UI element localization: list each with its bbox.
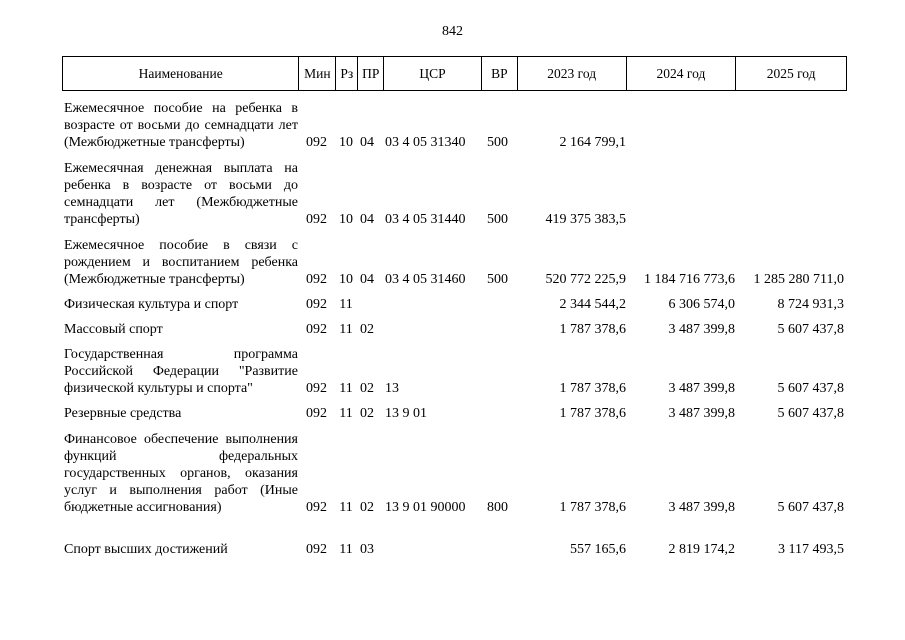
row-rz: 11 [339,381,353,396]
header-2023: 2023 год [517,57,626,90]
row-2025: 3 117 493,5 [778,542,844,557]
row-min: 092 [306,542,327,557]
row-rz: 10 [339,135,353,150]
row-2023: 520 772 225,9 [545,272,626,287]
table-row [62,160,847,228]
row-pr: 04 [360,135,374,150]
row-2023: 1 787 378,6 [559,406,626,421]
row-pr: 03 [360,542,374,557]
row-vr: 800 [487,500,508,515]
row-name: Финансовое обеспечение выполнения функций федеральных государственных органов, оказания услуг и выполнения работ (Иные бюджетные ассигнования) [64,432,298,515]
row-min: 092 [306,297,327,312]
header-rz: Рз [335,57,357,90]
row-2025: 5 607 437,8 [777,322,844,337]
page-number: 842 [442,24,463,39]
row-name: Спорт высших достижений [64,542,228,557]
row-2023: 1 787 378,6 [559,381,626,396]
row-2024: 3 487 399,8 [668,322,735,337]
row-csr: 13 9 01 [385,406,427,421]
row-rz: 11 [339,322,353,337]
row-2024: 3 487 399,8 [668,406,735,421]
row-min: 092 [306,500,327,515]
table-row [62,405,847,422]
row-2023: 2 164 799,1 [559,135,626,150]
header-pr: ПР [357,57,383,90]
table-header [62,56,847,91]
row-csr: 13 [385,381,399,396]
row-csr: 03 4 05 31440 [385,212,466,227]
row-csr: 03 4 05 31340 [385,135,466,150]
header-vr: ВР [481,57,517,90]
table-row [62,431,847,516]
row-min: 092 [306,322,327,337]
row-min: 092 [306,381,327,396]
header-2024: 2024 год [626,57,736,90]
row-2025: 5 607 437,8 [777,500,844,515]
header-min: Мин [298,57,335,90]
row-vr: 500 [487,212,508,227]
table-row [62,321,847,338]
row-2023: 1 787 378,6 [559,322,626,337]
header-2025: 2025 год [735,57,846,90]
table-row [62,100,847,151]
row-2023: 419 375 383,5 [545,212,626,227]
table-row [62,296,847,313]
row-name: Ежемесячное пособие на ребенка в возрасте от восьми до семнадцати лет (Межбюджетные трансферты) [64,101,298,150]
row-rz: 11 [339,297,353,312]
row-pr: 04 [360,212,374,227]
row-2024: 3 487 399,8 [668,381,735,396]
header-name: Наименование [138,65,223,81]
row-rz: 10 [339,212,353,227]
row-pr: 02 [360,322,374,337]
row-rz: 11 [339,542,353,557]
row-pr: 02 [360,381,374,396]
row-2024: 2 819 174,2 [668,542,735,557]
row-2024: 3 487 399,8 [668,500,735,515]
row-name: Ежемесячная денежная выплата на ребенка в возрасте от восьми до семнадцати лет (Межбюджетные трансферты) [64,161,298,227]
row-2023: 2 344 544,2 [559,297,626,312]
row-min: 092 [306,135,327,150]
row-pr: 02 [360,500,374,515]
row-csr: 03 4 05 31460 [385,272,466,287]
row-rz: 10 [339,272,353,287]
row-name: Физическая культура и спорт [64,297,239,312]
table-row [62,346,847,397]
row-2025: 5 607 437,8 [777,406,844,421]
table-row [62,541,847,558]
row-2024: 6 306 574,0 [668,297,735,312]
row-2023: 557 165,6 [570,542,626,557]
table-row [62,237,847,288]
row-csr: 13 9 01 90000 [385,500,466,515]
row-2025: 8 724 931,3 [777,297,844,312]
row-min: 092 [306,212,327,227]
row-2025: 1 285 280 711,0 [753,272,844,287]
row-2025: 5 607 437,8 [777,381,844,396]
row-pr: 02 [360,406,374,421]
row-name: Резервные средства [64,406,182,421]
row-vr: 500 [487,272,508,287]
row-min: 092 [306,406,327,421]
row-2024: 1 184 716 773,6 [644,272,735,287]
row-min: 092 [306,272,327,287]
row-name: Государственная программа Российской Федерации "Развитие физической культуры и спорта" [64,347,298,396]
row-name: Ежемесячное пособие в связи с рождением и воспитанием ребенка (Межбюджетные трансферты) [64,238,298,287]
row-rz: 11 [339,406,353,421]
row-vr: 500 [487,135,508,150]
header-csr: ЦСР [383,57,481,90]
row-name: Массовый спорт [64,322,163,337]
row-pr: 04 [360,272,374,287]
row-rz: 11 [339,500,353,515]
row-2023: 1 787 378,6 [559,500,626,515]
